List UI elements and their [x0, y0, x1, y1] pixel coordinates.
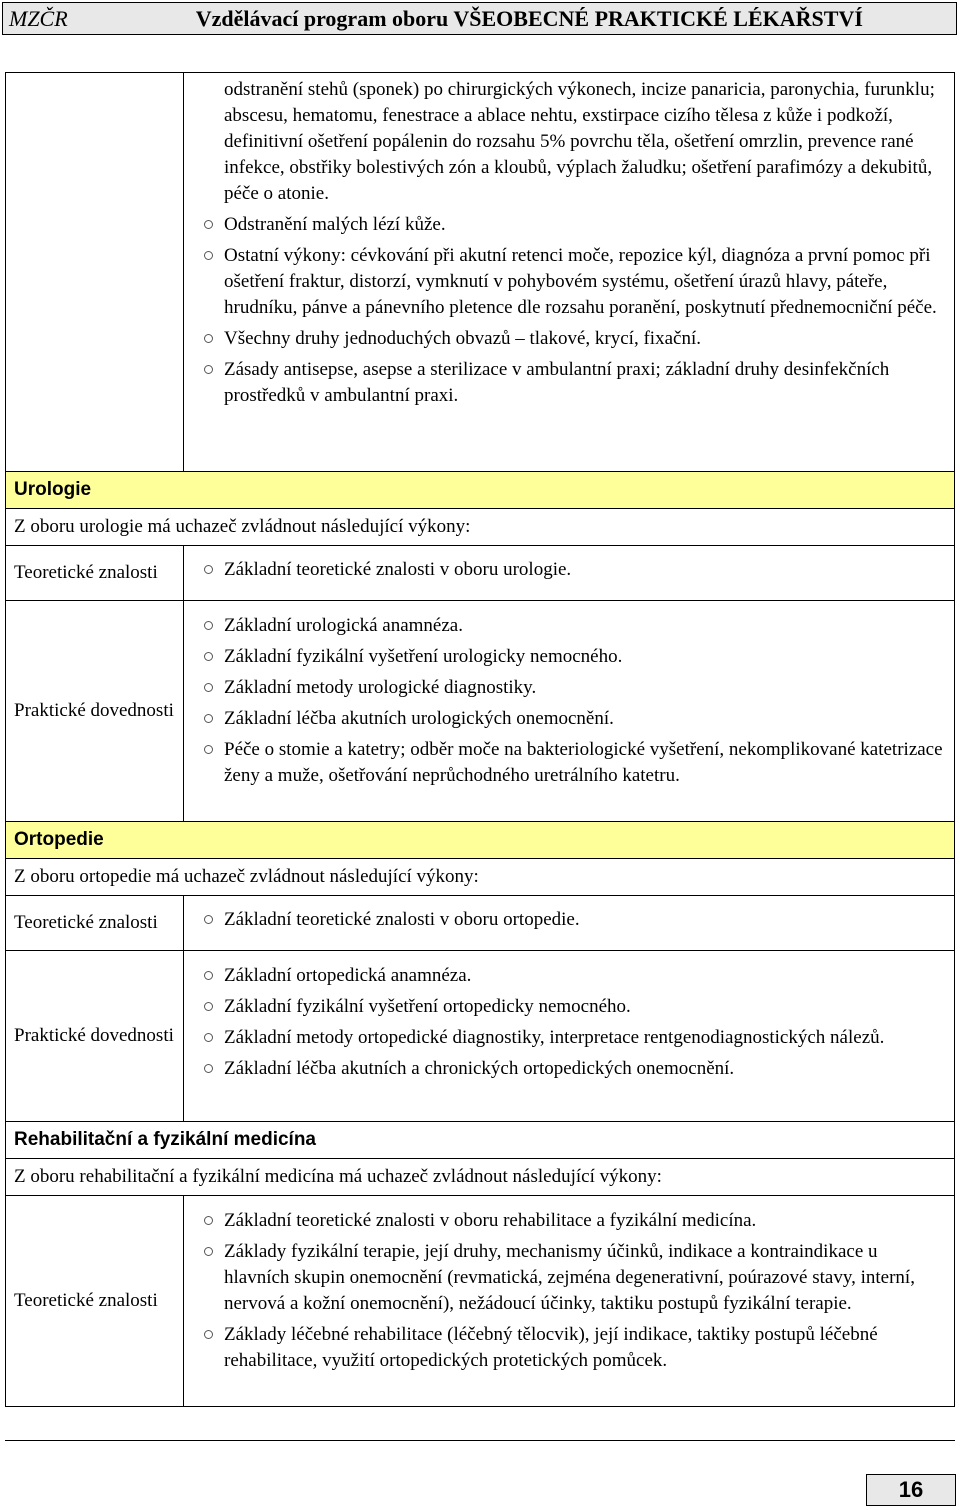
list-item: Péče o stomie a katetry; odběr moče na bakteriologické vyšetření, nekomplikované katetrizace ženy a muže, ošetřování neprůchodného uretrálního katetru. [198, 737, 946, 789]
continuation-list [198, 212, 946, 409]
list-item: Základní léčba akutních a chronických ortopedických onemocnění. [198, 1056, 946, 1082]
list-item: Základní urologická anamnéza. [198, 613, 946, 639]
theory-label-ortopedie: Teoretické znalosti [6, 896, 184, 951]
list-item: Zásady antisepse, asepse a sterilizace v ambulantní praxi; základní druhy desinfekčních prostředků v ambulantní praxi. [198, 357, 946, 409]
curriculum-table [5, 72, 955, 1407]
list-item: Základní teoretické znalosti v oboru urologie. [198, 557, 946, 583]
header-title: Vzdělávací program oboru VŠEOBECNÉ PRAKTICKÉ LÉKAŘSTVÍ [195, 5, 863, 31]
continuation-text: odstranění stehů (sponek) po chirurgických výkonech, incize panaricia, paronychia, furunklu; abscesu, hematomu, fenestrace a ablace nehtu, exstirpace cizího tělesa z kůže i podkoží, definitivní ošetření popálenin do rozsahu 5% povrchu těla, ošetření omrzlin, prevence rané infekce, obstřiky bolestivých zón a kloubů, výplach žaludku; ošetření parafimózy a dekubitů, péče o atonie. [224, 79, 935, 204]
section-title-urologie: Urologie [6, 472, 955, 509]
section-intro-rehabilitace: Z oboru rehabilitační a fyzikální medicína má uchazeč zvládnout následující výkony: [6, 1159, 955, 1196]
list-item: Základní metody urologické diagnostiky. [198, 675, 946, 701]
list-item: Základní teoretické znalosti v oboru rehabilitace a fyzikální medicína. [198, 1208, 946, 1234]
continuation-content [184, 73, 955, 472]
practice-content-urologie [184, 601, 955, 822]
theory-content-ortopedie [184, 896, 955, 951]
list-item: Základní fyzikální vyšetření urologicky nemocného. [198, 644, 946, 670]
list-item: Základy fyzikální terapie, její druhy, mechanismy účinků, indikace a kontraindikace u hlavních skupin onemocnění (revmatická, zejména degenerativní, poúrazové stavy, interní, nervová a kožní onemocnění), nežádoucí účinky, taktiku postupů fyzikální terapie. [198, 1239, 946, 1317]
list-item: Základní léčba akutních urologických onemocnění. [198, 706, 946, 732]
list-item: Odstranění malých lézí kůže. [198, 212, 946, 238]
theory-label-urologie: Teoretické znalosti [6, 546, 184, 601]
list-item: Základy léčebné rehabilitace (léčebný tělocvik), její indikace, taktiky postupů léčebné rehabilitace, využití ortopedických protetických pomůcek. [198, 1322, 946, 1374]
continuation-row [6, 73, 955, 472]
practice-label-urologie: Praktické dovednosti [6, 601, 184, 822]
theory-label-rehabilitace: Teoretické znalosti [6, 1196, 184, 1407]
section-intro-ortopedie: Z oboru ortopedie má uchazeč zvládnout následující výkony: [6, 859, 955, 896]
theory-content-rehabilitace [184, 1196, 955, 1407]
section-title-rehabilitace: Rehabilitační a fyzikální medicína [6, 1122, 955, 1159]
page-header [2, 2, 957, 35]
list-item: Ostatní výkony: cévkování při akutní retenci moče, repozice kýl, diagnóza a první pomoc při ošetření fraktur, distorzí, vymknutí v pohybovém systému, ošetření úrazů hlavy, páteře, hrudníku, pánve a pánevního pletence dle rozsahu poranění, poskytnutí přednemocniční péče. [198, 243, 946, 321]
section-intro-urologie: Z oboru urologie má uchazeč zvládnout následující výkony: [6, 509, 955, 546]
theory-content-urologie [184, 546, 955, 601]
page-number: 16 [866, 1474, 956, 1506]
continuation-label-cell [6, 73, 184, 472]
header-org: MZČR [9, 5, 68, 31]
footer-divider [5, 1440, 955, 1441]
practice-label-ortopedie: Praktické dovednosti [6, 951, 184, 1122]
section-title-ortopedie: Ortopedie [6, 822, 955, 859]
list-item: Základní teoretické znalosti v oboru ortopedie. [198, 907, 946, 933]
list-item: Základní metody ortopedické diagnostiky, interpretace rentgenodiagnostických nálezů. [198, 1025, 946, 1051]
practice-content-ortopedie [184, 951, 955, 1122]
list-item: Základní ortopedická anamnéza. [198, 963, 946, 989]
list-item: Základní fyzikální vyšetření ortopedicky nemocného. [198, 994, 946, 1020]
list-item: Všechny druhy jednoduchých obvazů – tlakové, krycí, fixační. [198, 326, 946, 352]
